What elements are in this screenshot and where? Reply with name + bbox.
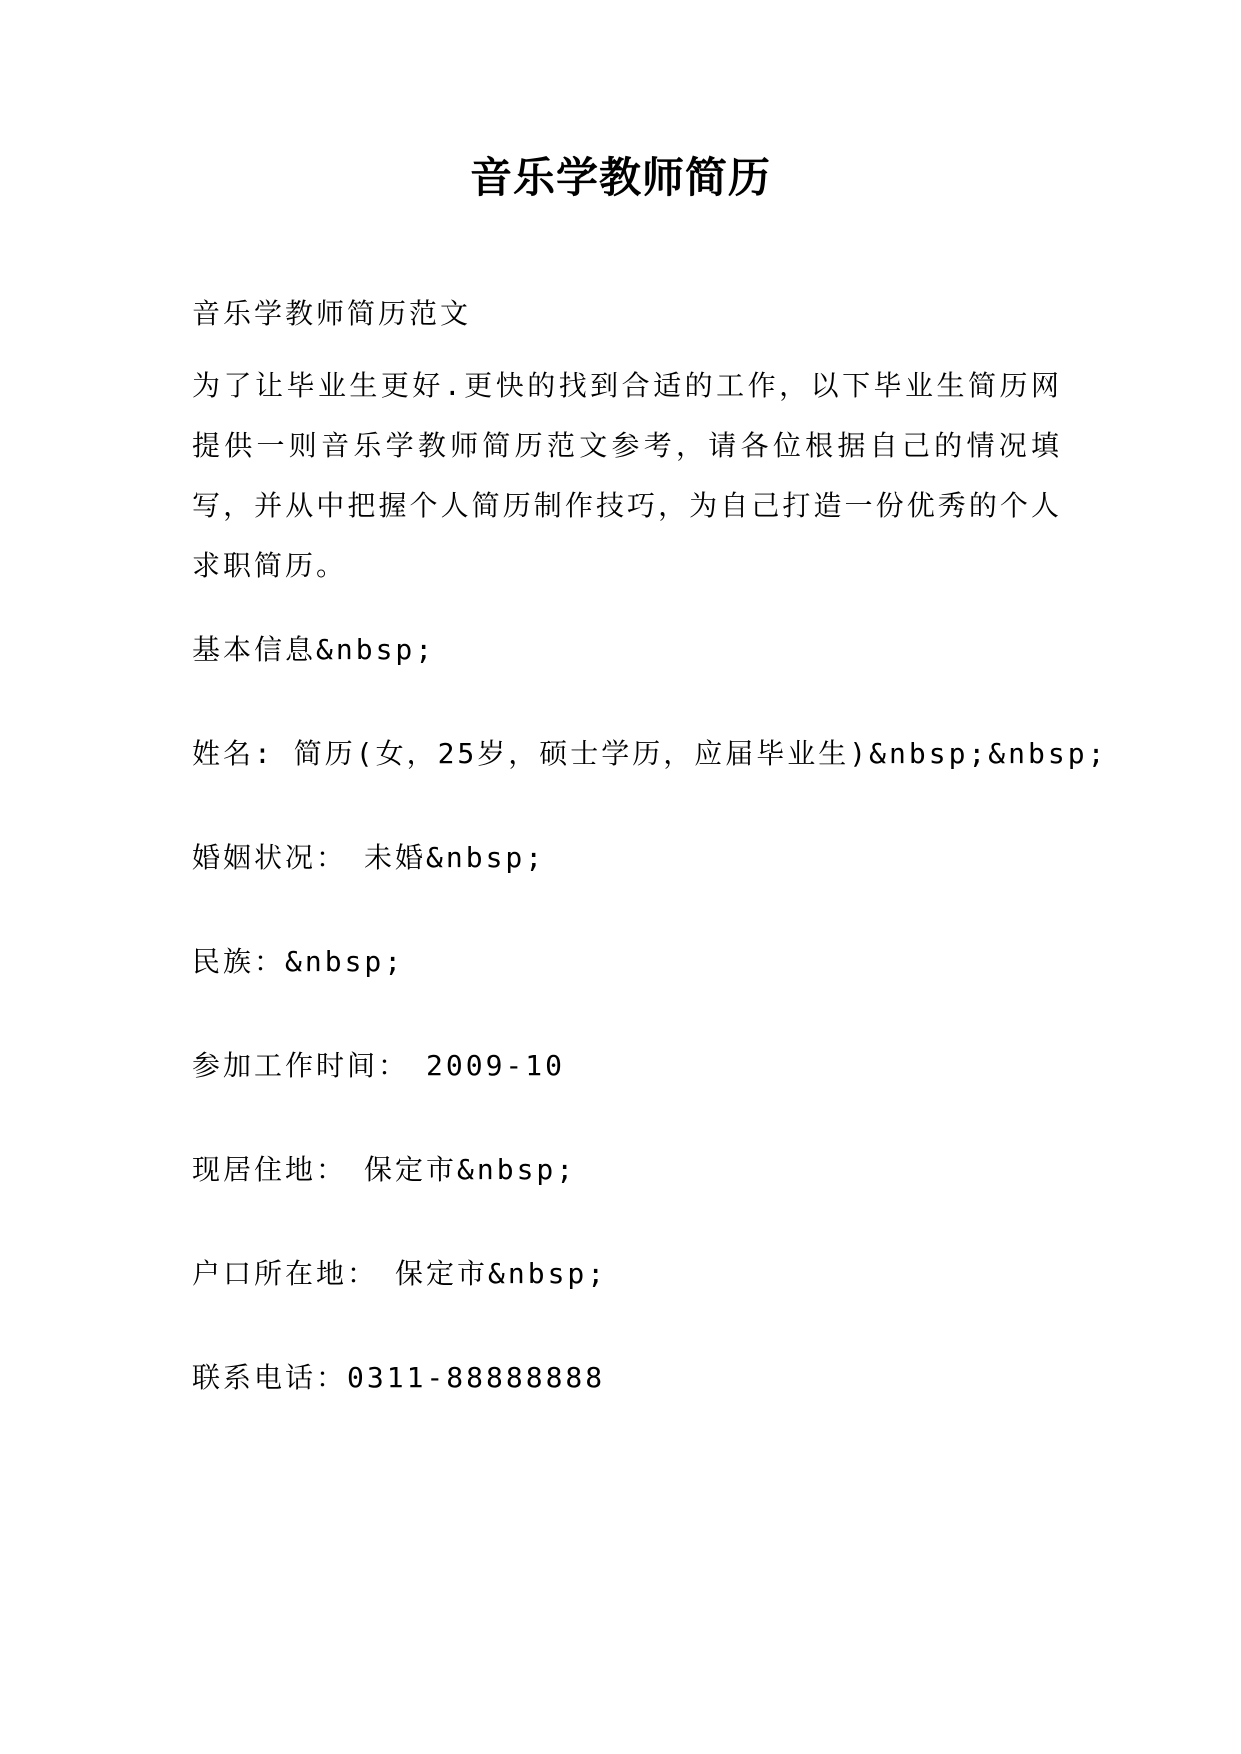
document-subtitle: 音乐学教师简历范文 (192, 297, 472, 330)
field-phone: 联系电话：0311-88888888 (192, 1361, 606, 1394)
field-basic-info-heading: 基本信息&nbsp; (192, 633, 436, 666)
field-ethnicity: 民族：&nbsp; (192, 945, 405, 978)
field-current-residence: 现居住地： 保定市&nbsp; (192, 1153, 577, 1186)
field-household-registration: 户口所在地： 保定市&nbsp; (192, 1257, 608, 1290)
field-marital-status: 婚姻状况： 未婚&nbsp; (192, 841, 546, 874)
intro-paragraph: 为了让毕业生更好.更快的找到合适的工作，以下毕业生简历网提供一则音乐学教师简历范文参考，请各位根据自己的情况填写，并从中把握个人简历制作技巧，为自己打造一份优秀的个人求职简历。 (192, 369, 1062, 582)
document-title: 音乐学教师简历 (469, 153, 771, 202)
field-work-start-date: 参加工作时间： 2009-10 (192, 1049, 566, 1082)
field-name: 姓名: 简历(女，25岁，硕士学历，应届毕业生)&nbsp;&nbsp; (192, 737, 1108, 770)
